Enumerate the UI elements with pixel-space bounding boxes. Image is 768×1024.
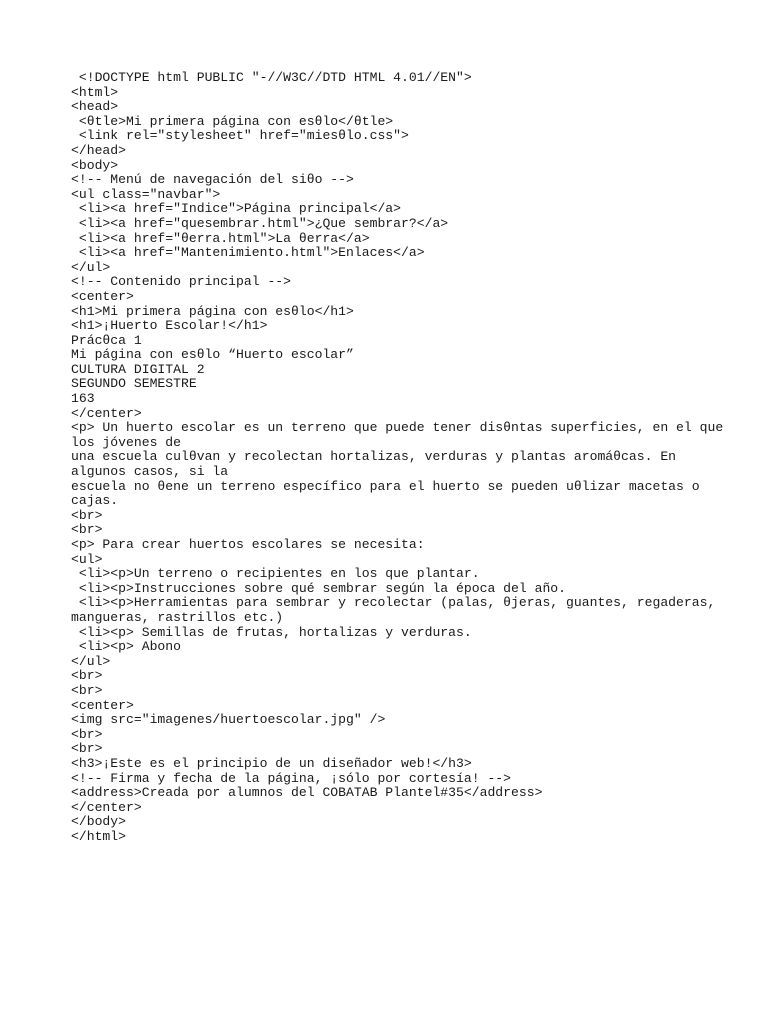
code-line: <li><p> Abono [71,639,182,655]
code-line: <li><a href="quesembrar.html">¿Que sembrar?</a> [71,215,449,231]
code-line: <li><a href="θerra.html">La θerra</a> [71,230,370,246]
code-line: <li><a href="Mantenimiento.html">Enlaces</a> [71,245,425,261]
code-line: <li><p> Semillas de frutas, hortalizas y verduras. [71,624,472,640]
code-line: <head> [71,99,119,115]
code-line: <!DOCTYPE html PUBLIC "-//W3C//DTD HTML 4.01//EN"> [71,70,472,85]
code-line: </head> [71,142,127,158]
code-line: <h3>¡Este es el principio de un diseñador web!</h3> [71,755,472,771]
code-line: <address>Creada por alumnos del COBATAB Plantel#35</address> [71,785,543,801]
code-line: <br> [71,522,103,538]
code-line: <h1>¡Huerto Escolar!</h1> [71,318,268,334]
code-line: <html> [71,84,119,100]
code-line: Prácθca 1 [71,332,142,348]
code-document [71,70,724,844]
code-line: <p> Para crear huertos escolares se necesita: [71,537,425,552]
code-line: algunos casos, si la [71,464,229,480]
code-line: <li><a href="Indice">Página principal</a> [71,201,402,217]
code-line: Mi página con esθlo “Huerto escolar” [71,347,354,363]
code-line: <!-- Menú de navegación del siθo --> [71,172,354,188]
code-line: <li><p>Herramientas para sembrar y recolectar (palas, θjeras, guantes, regaderas, [71,595,716,611]
code-line: <!-- Firma y fecha de la página, ¡sólo por cortesía! --> [71,770,512,786]
code-line: <li><p>Un terreno o recipientes en los que plantar. [71,566,480,582]
code-line: SEGUNDO SEMESTRE [71,376,197,392]
code-line: </ul> [71,653,111,669]
code-line: cajas. [71,493,119,509]
code-line: <body> [71,157,119,173]
code-line: </ul> [71,259,111,275]
code-line: escuela no θene un terreno específico para el huerto se pueden uθlizar macetas o [71,478,700,494]
code-line: <br> [71,741,103,757]
code-line: <img src="imagenes/huertoescolar.jpg" /> [71,712,386,728]
code-line: <br> [71,726,103,742]
code-line: <ul> [71,551,103,567]
code-line: </center> [71,405,142,421]
code-line: <h1>Mi primera página con esθlo</h1> [71,303,354,319]
code-line: <br> [71,682,103,698]
code-line: los jóvenes de [71,434,182,450]
code-line: <!-- Contenido principal --> [71,274,292,290]
code-line: <center> [71,697,134,713]
code-line: </html> [71,828,127,844]
code-line: una escuela culθvan y recolectan hortalizas, verduras y plantas aromáθcas. En [71,449,677,465]
code-line: <br> [71,507,103,523]
code-line: CULTURA DIGITAL 2 [71,361,205,377]
code-line: <br> [71,668,103,684]
code-line: <center> [71,288,134,304]
code-line: </center> [71,799,142,815]
code-line: </body> [71,814,127,830]
code-line: <li><p>Instrucciones sobre qué sembrar según la época del año. [71,580,567,596]
code-line: <link rel="stylesheet" href="miesθlo.css"> [71,128,409,144]
code-line: 163 [71,391,95,407]
code-line: <ul class="navbar"> [71,186,221,202]
code-line: <p> Un huerto escolar es un terreno que puede tener disθntas superficies, en el que [71,420,724,436]
code-line: <θtle>Mi primera página con esθlo</θtle> [71,113,394,129]
code-line: mangueras, rastrillos etc.) [71,609,284,625]
